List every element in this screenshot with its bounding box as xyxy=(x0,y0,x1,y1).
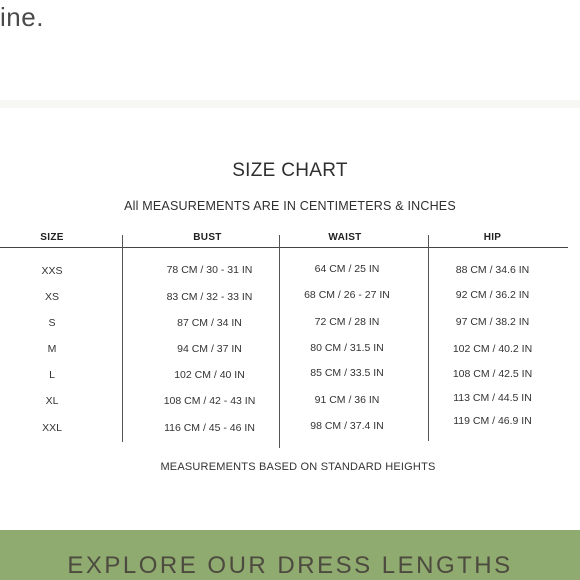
cell-waist: 80 CM / 31.5 IN xyxy=(310,342,384,354)
cell-bust: 83 CM / 32 - 33 IN xyxy=(166,291,253,303)
cell-waist: 91 CM / 36 IN xyxy=(314,394,380,406)
cell-hip: 92 CM / 36.2 IN xyxy=(455,289,530,301)
header-underline xyxy=(0,247,568,248)
cell-size: L xyxy=(49,369,55,381)
cell-size: XXL xyxy=(42,422,62,434)
header-size: SIZE xyxy=(40,232,64,243)
header-bust: BUST xyxy=(193,232,222,243)
cell-waist: 98 CM / 37.4 IN xyxy=(310,420,384,432)
table-header xyxy=(0,232,572,248)
cell-size: M xyxy=(47,343,57,355)
cell-bust: 102 CM / 40 IN xyxy=(174,369,245,381)
size-chart-subtitle: All MEASUREMENTS ARE IN CENTIMETERS & INCHES xyxy=(124,199,456,213)
cell-hip: 108 CM / 42.5 IN xyxy=(452,368,533,380)
section-divider xyxy=(0,100,580,108)
header-waist: WAIST xyxy=(328,232,362,243)
previous-section xyxy=(0,0,580,100)
column-divider-1 xyxy=(122,235,123,442)
cell-waist: 85 CM / 33.5 IN xyxy=(310,367,384,379)
column-divider-2 xyxy=(279,235,280,448)
cell-bust: 87 CM / 34 IN xyxy=(177,317,242,329)
header-hip: HIP xyxy=(483,232,502,243)
previous-section-text: ine. xyxy=(0,2,44,32)
cell-bust: 108 CM / 42 - 43 IN xyxy=(163,395,256,407)
cell-size: XS xyxy=(44,291,59,303)
cell-size: XXS xyxy=(41,265,63,277)
cell-size: S xyxy=(48,317,56,329)
cell-hip: 113 CM / 44.5 IN xyxy=(453,392,532,404)
cell-size: XL xyxy=(45,395,59,407)
explore-dress-lengths-link[interactable]: EXPLORE OUR DRESS LENGTHS xyxy=(67,552,513,579)
cell-hip: 102 CM / 40.2 IN xyxy=(452,343,533,355)
cell-hip: 119 CM / 46.9 IN xyxy=(453,415,532,427)
footnote: MEASUREMENTS BASED ON STANDARD HEIGHTS xyxy=(160,461,436,473)
explore-dress-lengths-banner[interactable] xyxy=(0,530,580,580)
size-chart-title: SIZE CHART xyxy=(232,160,348,181)
cell-waist: 68 CM / 26 - 27 IN xyxy=(304,289,390,301)
cell-waist: 72 CM / 28 IN xyxy=(314,316,380,328)
cell-hip: 97 CM / 38.2 IN xyxy=(455,316,530,328)
cell-bust: 116 CM / 45 - 46 IN xyxy=(164,422,255,434)
cell-bust: 94 CM / 37 IN xyxy=(177,343,242,355)
cell-bust: 78 CM / 30 - 31 IN xyxy=(166,264,253,276)
column-divider-3 xyxy=(428,235,429,441)
cell-hip: 88 CM / 34.6 IN xyxy=(455,264,530,276)
cell-waist: 64 CM / 25 IN xyxy=(314,263,380,275)
